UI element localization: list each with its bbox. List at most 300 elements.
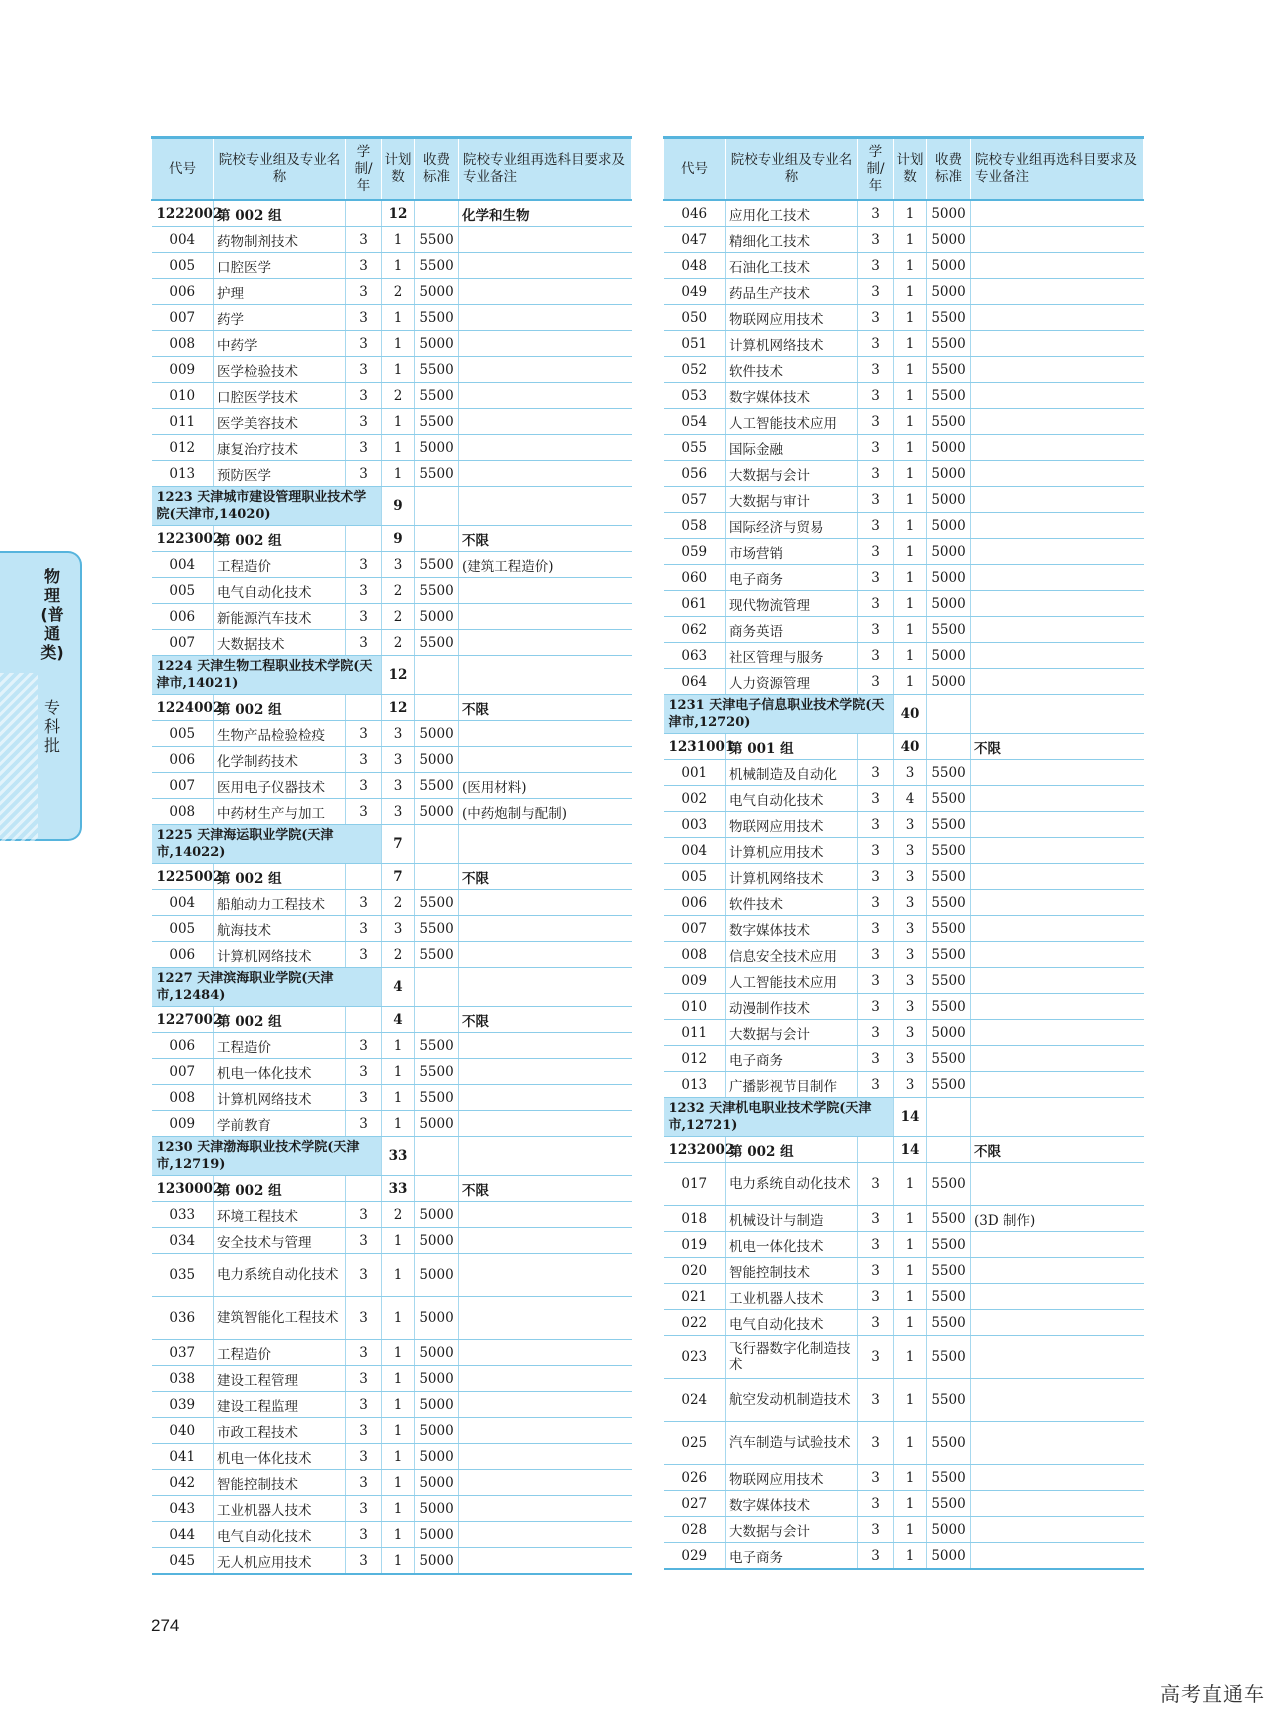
major-name: 软件技术 [726,357,858,383]
major-plan: 3 [894,864,927,890]
major-plan: 3 [382,552,415,578]
group-code: 1225002 [152,864,214,890]
major-note [971,383,1144,409]
major-note [459,227,632,253]
major-name: 大数据技术 [214,630,346,656]
major-plan: 3 [382,747,415,773]
major-name: 电子商务 [726,1046,858,1072]
group-fee-cell [415,1176,459,1202]
major-fee: 5500 [927,1310,971,1336]
major-code: 048 [664,253,726,279]
major-name: 电子商务 [726,565,858,591]
major-fee: 5000 [415,721,459,747]
table-row [664,643,1144,669]
major-years: 3 [858,942,894,968]
major-years: 3 [346,916,382,942]
major-fee: 5500 [415,578,459,604]
major-plan: 1 [894,200,927,227]
table-row [664,1543,1144,1570]
table-row [664,864,1144,890]
group-row [664,734,1144,760]
major-fee: 5500 [415,305,459,331]
major-fee: 5500 [415,1033,459,1059]
major-years: 3 [858,435,894,461]
major-plan: 1 [382,1392,415,1418]
major-code: 013 [664,1072,726,1098]
major-fee: 5000 [927,461,971,487]
admissions-table-left [151,136,632,1575]
group-name: 第 002 组 [214,526,346,552]
major-plan: 1 [894,539,927,565]
major-note [459,1418,632,1444]
table-row [664,1258,1144,1284]
major-code: 020 [664,1258,726,1284]
school-row [664,1098,1144,1137]
table-row [664,1491,1144,1517]
table-row [152,409,632,435]
major-plan: 3 [894,838,927,864]
major-name: 工程造价 [214,1340,346,1366]
major-code: 006 [664,890,726,916]
major-note [971,1422,1144,1465]
major-code: 018 [664,1206,726,1232]
major-note [459,1085,632,1111]
major-fee: 5500 [927,1284,971,1310]
major-name: 电子商务 [726,1543,858,1570]
major-code: 005 [152,253,214,279]
major-years: 3 [346,1470,382,1496]
major-fee: 5000 [927,539,971,565]
table-row [152,253,632,279]
major-code: 013 [152,461,214,487]
school-req-cell [459,825,632,864]
table-row [152,747,632,773]
major-name: 电力系统自动化技术 [214,1254,346,1297]
major-plan: 1 [382,1297,415,1340]
major-name: 工业机器人技术 [726,1284,858,1310]
major-name: 大数据与审计 [726,487,858,513]
major-note [971,1046,1144,1072]
side-tab-batch: 专科批 [43,698,60,755]
major-note [459,916,632,942]
major-fee: 5000 [927,435,971,461]
major-fee: 5500 [415,461,459,487]
major-fee: 5000 [415,1522,459,1548]
major-years: 3 [346,1392,382,1418]
major-plan: 2 [382,578,415,604]
col-header-years: 学制/年 [346,138,382,201]
major-name: 电力系统自动化技术 [726,1163,858,1206]
major-fee: 5500 [927,617,971,643]
table-row [664,838,1144,864]
major-plan: 1 [894,669,927,695]
major-plan: 3 [382,721,415,747]
section-side-tab [0,551,82,841]
major-code: 011 [152,409,214,435]
major-plan: 3 [894,1020,927,1046]
group-requirement: 不限 [971,734,1144,760]
major-code: 007 [152,773,214,799]
major-code: 035 [152,1254,214,1297]
major-name: 信息安全技术应用 [726,942,858,968]
major-note [971,1258,1144,1284]
table-row [152,552,632,578]
major-name: 计算机网络技术 [214,1085,346,1111]
major-years: 3 [858,1232,894,1258]
table-row [152,630,632,656]
school-name: 1227 天津滨海职业学院(天津市,12484) [152,968,382,1007]
table-row [152,1418,632,1444]
major-code: 007 [152,630,214,656]
group-code: 1230002 [152,1176,214,1202]
side-tab-category: 物理(普通类) [40,567,64,662]
major-name: 建筑智能化工程技术 [214,1297,346,1340]
major-plan: 1 [382,253,415,279]
major-years: 3 [346,1340,382,1366]
group-code: 1223002 [152,526,214,552]
major-fee: 5000 [927,253,971,279]
major-years: 3 [858,253,894,279]
table-row [152,916,632,942]
major-note [971,968,1144,994]
group-requirement: 不限 [459,526,632,552]
major-fee: 5500 [415,357,459,383]
major-plan: 1 [894,1258,927,1284]
major-fee: 5000 [415,1297,459,1340]
major-name: 中药学 [214,331,346,357]
table-row [152,1085,632,1111]
major-plan: 2 [382,604,415,630]
major-fee: 5500 [415,890,459,916]
major-note [971,1379,1144,1422]
major-years: 3 [346,227,382,253]
major-note [459,942,632,968]
major-name: 工程造价 [214,1033,346,1059]
major-code: 010 [152,383,214,409]
major-years: 3 [858,1072,894,1098]
major-code: 026 [664,1465,726,1491]
major-code: 006 [152,1033,214,1059]
school-name: 1232 天津机电职业技术学院(天津市,12721) [664,1098,894,1137]
major-fee: 5500 [927,942,971,968]
table-row [664,812,1144,838]
major-code: 047 [664,227,726,253]
major-plan: 1 [894,487,927,513]
major-note [971,253,1144,279]
school-plan-count: 14 [894,1098,927,1137]
major-note [971,838,1144,864]
table-header-row [664,138,1144,201]
major-years: 3 [858,1046,894,1072]
major-note [971,1163,1144,1206]
major-fee: 5500 [927,1491,971,1517]
group-requirement: 不限 [459,864,632,890]
major-note [971,994,1144,1020]
group-fee-cell [927,734,971,760]
major-years: 3 [858,916,894,942]
major-years: 3 [346,435,382,461]
major-years: 3 [858,812,894,838]
page-number: 274 [151,1616,180,1635]
table-row [152,1548,632,1575]
table-row [664,279,1144,305]
major-note [971,760,1144,786]
major-name: 数字媒体技术 [726,916,858,942]
major-fee: 5000 [415,1228,459,1254]
major-plan: 1 [894,565,927,591]
group-plan-count: 14 [894,1137,927,1163]
major-years: 3 [346,1522,382,1548]
school-plan-count: 4 [382,968,415,1007]
major-note [971,890,1144,916]
major-name: 市政工程技术 [214,1418,346,1444]
major-code: 019 [664,1232,726,1258]
major-code: 004 [152,552,214,578]
major-code: 062 [664,617,726,643]
major-code: 055 [664,435,726,461]
major-code: 056 [664,461,726,487]
major-years: 3 [858,1284,894,1310]
table-row [152,435,632,461]
major-fee: 5500 [927,1465,971,1491]
major-note [459,1297,632,1340]
major-years: 3 [346,1085,382,1111]
school-req-cell [459,968,632,1007]
group-row [664,1137,1144,1163]
major-name: 电气自动化技术 [726,1310,858,1336]
major-years: 3 [346,1444,382,1470]
major-plan: 1 [894,1465,927,1491]
major-plan: 1 [894,383,927,409]
major-note: (医用材料) [459,773,632,799]
major-code: 005 [152,578,214,604]
group-row [152,695,632,721]
major-note [971,669,1144,695]
major-fee: 5000 [927,669,971,695]
major-plan: 3 [894,890,927,916]
major-name: 机械制造及自动化 [726,760,858,786]
table-row [152,1340,632,1366]
major-name: 建设工程监理 [214,1392,346,1418]
major-years: 3 [858,279,894,305]
school-row [152,968,632,1007]
major-years: 3 [346,1059,382,1085]
table-row [664,591,1144,617]
major-name: 工业机器人技术 [214,1496,346,1522]
table-row [664,968,1144,994]
major-years: 3 [346,305,382,331]
group-years-cell [858,1137,894,1163]
major-years: 3 [346,1202,382,1228]
major-plan: 3 [382,773,415,799]
major-fee: 5000 [415,1254,459,1297]
major-code: 049 [664,279,726,305]
major-code: 007 [664,916,726,942]
major-plan: 1 [894,461,927,487]
major-fee: 5500 [927,1163,971,1206]
major-years: 3 [346,578,382,604]
major-name: 智能控制技术 [726,1258,858,1284]
major-note [971,1465,1144,1491]
major-code: 059 [664,539,726,565]
major-fee: 5500 [415,1059,459,1085]
major-years: 3 [858,669,894,695]
major-note: (中药炮制与配制) [459,799,632,825]
major-years: 3 [858,539,894,565]
major-code: 002 [664,786,726,812]
major-note [971,1232,1144,1258]
major-years: 3 [858,643,894,669]
major-fee: 5500 [927,383,971,409]
major-fee: 5500 [415,253,459,279]
major-code: 057 [664,487,726,513]
table-row [152,1033,632,1059]
major-years: 3 [858,1491,894,1517]
major-name: 石油化工技术 [726,253,858,279]
school-plan-count: 7 [382,825,415,864]
major-code: 008 [152,799,214,825]
major-years: 3 [346,253,382,279]
school-plan-count: 40 [894,695,927,734]
major-fee: 5500 [927,1232,971,1258]
major-years: 3 [858,1379,894,1422]
group-fee-cell [415,1007,459,1033]
major-years: 3 [858,305,894,331]
school-plan-count: 12 [382,656,415,695]
major-plan: 1 [382,1059,415,1085]
school-fee-cell [415,487,459,526]
col-header-code: 代号 [664,138,726,201]
major-name: 康复治疗技术 [214,435,346,461]
table-row [152,383,632,409]
major-plan: 1 [894,1543,927,1570]
major-note [459,1392,632,1418]
major-plan: 2 [382,630,415,656]
major-note [459,1522,632,1548]
group-plan-count: 9 [382,526,415,552]
major-note [971,305,1144,331]
major-code: 046 [664,200,726,227]
major-years: 3 [346,799,382,825]
major-years: 3 [346,357,382,383]
table-row [664,539,1144,565]
group-plan-count: 4 [382,1007,415,1033]
group-row [152,1176,632,1202]
major-name: 学前教育 [214,1111,346,1137]
table-row [152,1392,632,1418]
major-note [459,721,632,747]
major-plan: 1 [382,1254,415,1297]
major-code: 006 [152,747,214,773]
table-row [152,1444,632,1470]
school-row [152,487,632,526]
major-plan: 1 [382,1470,415,1496]
major-note [459,461,632,487]
major-note [459,630,632,656]
major-years: 3 [346,552,382,578]
table-row [664,1379,1144,1422]
table-row [664,1422,1144,1465]
major-fee: 5000 [415,1202,459,1228]
major-name: 口腔医学技术 [214,383,346,409]
major-plan: 2 [382,890,415,916]
major-name: 化学制药技术 [214,747,346,773]
major-plan: 3 [894,760,927,786]
school-name: 1225 天津海运职业学院(天津市,14022) [152,825,382,864]
col-header-name: 院校专业组及专业名称 [726,138,858,201]
major-name: 航空发动机制造技术 [726,1379,858,1422]
school-name: 1230 天津渤海职业技术学院(天津市,12719) [152,1137,382,1176]
major-years: 3 [346,604,382,630]
major-years: 3 [858,968,894,994]
table-body-left [152,200,632,1574]
major-code: 017 [664,1163,726,1206]
major-fee: 5500 [927,760,971,786]
major-years: 3 [346,1418,382,1444]
school-plan-count: 33 [382,1137,415,1176]
major-name: 机电一体化技术 [214,1059,346,1085]
table-row [152,227,632,253]
table-row [664,617,1144,643]
major-note: (建筑工程造价) [459,552,632,578]
group-years-cell [346,1176,382,1202]
admissions-table-right [663,136,1144,1570]
major-fee: 5000 [927,1543,971,1570]
table-row [152,1202,632,1228]
table-row [664,227,1144,253]
side-tab-stripes [0,673,38,841]
major-plan: 3 [894,1072,927,1098]
major-years: 3 [346,409,382,435]
major-code: 009 [664,968,726,994]
major-fee: 5000 [415,1548,459,1575]
major-fee: 5000 [927,565,971,591]
major-code: 036 [152,1297,214,1340]
major-note [971,591,1144,617]
major-note [971,461,1144,487]
major-note [971,1310,1144,1336]
table-row [152,890,632,916]
major-name: 新能源汽车技术 [214,604,346,630]
major-years: 3 [858,617,894,643]
major-name: 计算机应用技术 [726,838,858,864]
school-fee-cell [927,1098,971,1137]
major-years: 3 [346,630,382,656]
major-fee: 5500 [415,942,459,968]
major-fee: 5000 [415,1340,459,1366]
table-row [664,1020,1144,1046]
school-fee-cell [415,1137,459,1176]
group-code: 1232002 [664,1137,726,1163]
group-years-cell [346,695,382,721]
major-note [459,1033,632,1059]
major-fee: 5000 [927,513,971,539]
group-fee-cell [415,695,459,721]
major-years: 3 [858,838,894,864]
major-fee: 5000 [415,1111,459,1137]
group-name: 第 002 组 [214,695,346,721]
table-row [664,1072,1144,1098]
major-fee: 5000 [415,331,459,357]
school-name: 1231 天津电子信息职业技术学院(天津市,12720) [664,695,894,734]
table-row [152,942,632,968]
major-code: 004 [152,890,214,916]
major-code: 028 [664,1517,726,1543]
major-note [459,331,632,357]
major-fee: 5500 [927,1258,971,1284]
major-years: 3 [346,773,382,799]
major-name: 船舶动力工程技术 [214,890,346,916]
